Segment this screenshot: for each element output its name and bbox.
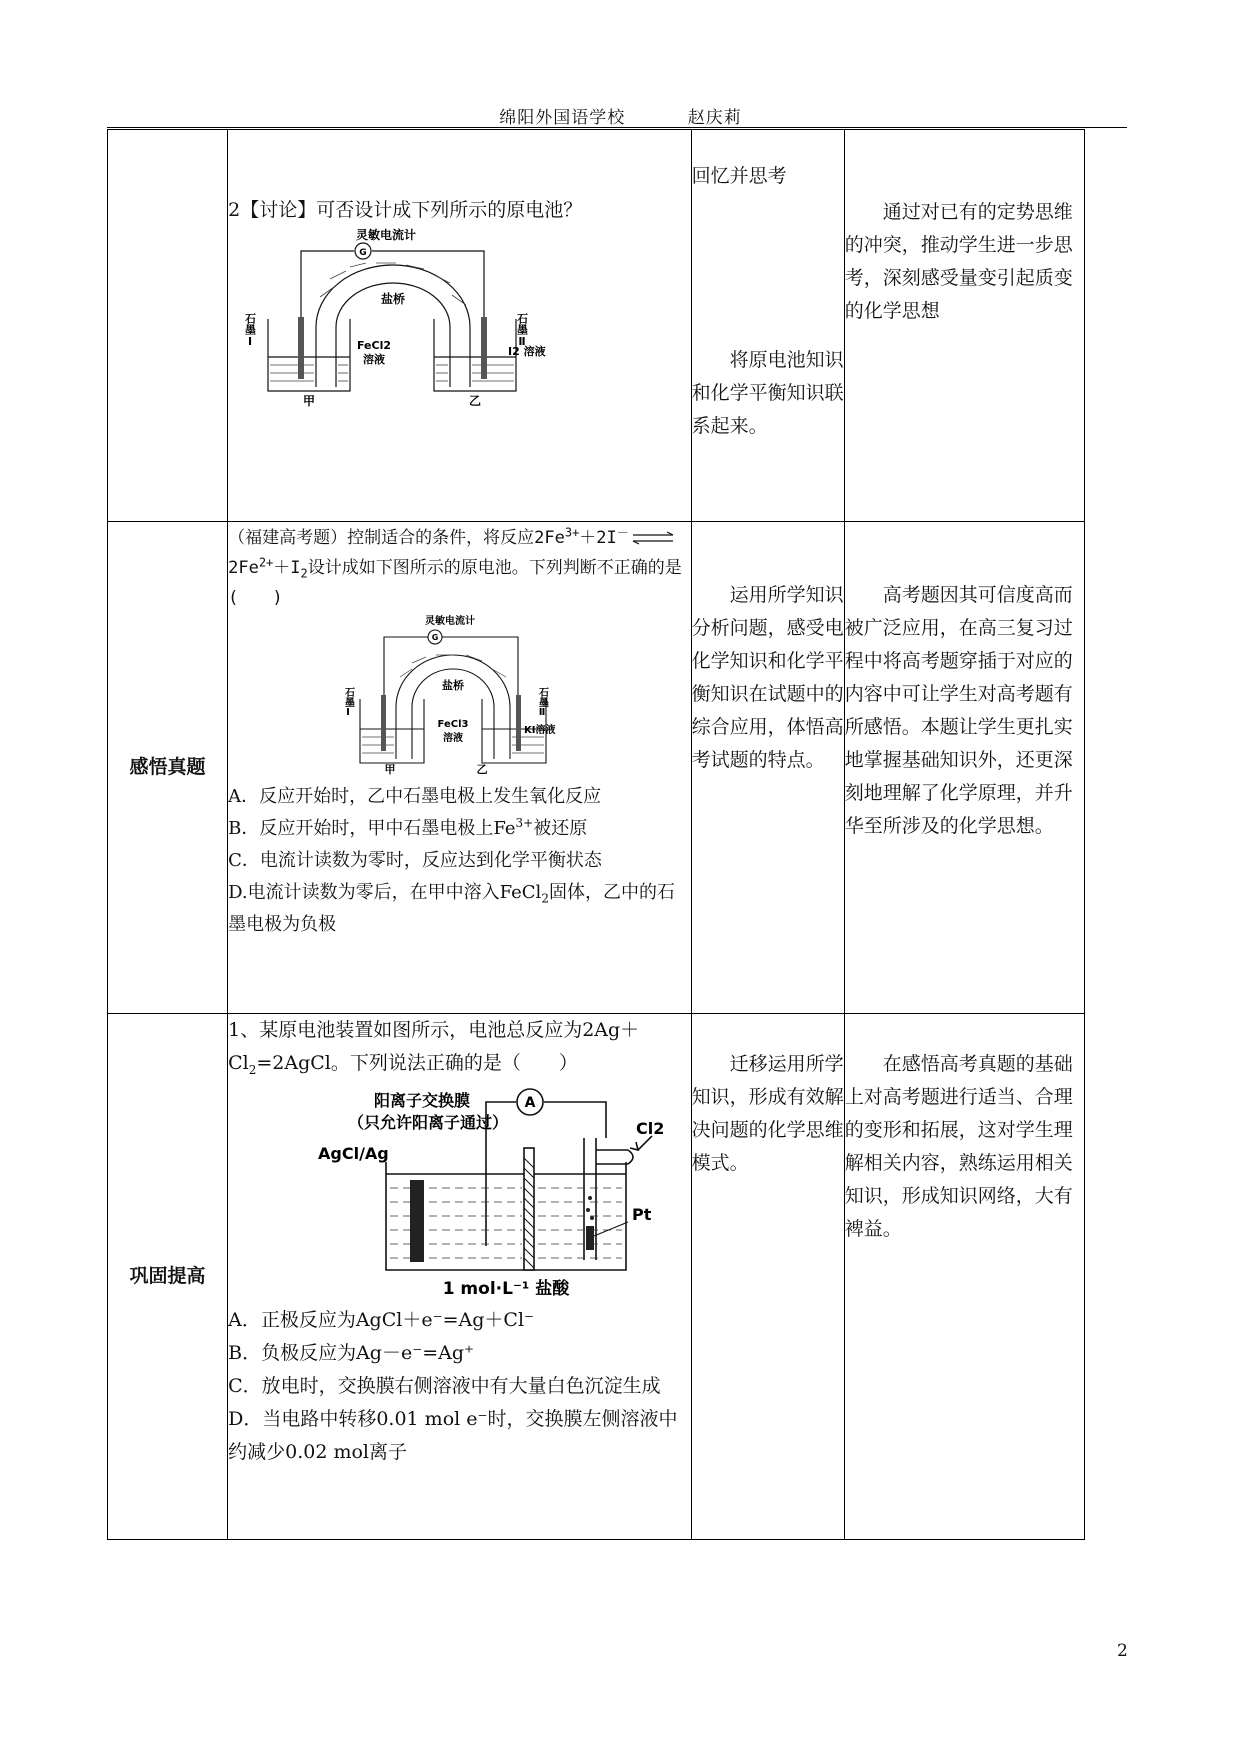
option-c: C．放电时，交换膜右侧溶液中有大量白色沉淀生成 [228,1375,661,1397]
design-intent-cell [844,1014,1084,1540]
row-label: 巩固提高 [108,1014,228,1540]
table-row [108,522,1085,1014]
gas-label: Cl2 [636,1119,665,1138]
galvanometer-symbol: G [359,248,367,258]
left-solution-label: 溶液 [363,353,386,366]
option-list [228,1304,690,1469]
student-activity-cell [691,1014,844,1540]
option-d: D．当电路中转移0.01 mol e⁻时，交换膜左侧溶液中约减少0.02 mol离子 [228,1408,678,1463]
graphite-electrode-right [481,317,487,379]
lesson-table [107,129,1085,1540]
question-text: 1、某原电池装置如图所示，电池总反应为$2Ag+Cl_2=2AgCl$。下列说法正确的是（ ） [228,1019,640,1077]
option-a: A．反应开始时，乙中石墨电极上发生氧化反应 [228,786,602,807]
membrane-note: （只允许阳离子通过） [348,1113,509,1132]
salt-bridge-label: 盐桥 [442,679,465,692]
student-activity-cell [691,130,844,522]
content-cell [228,130,691,522]
right-solution-label: I2 溶液 [508,345,546,358]
ammeter-symbol: A [524,1095,536,1111]
ion-exchange-cell-figure [266,1088,665,1300]
student-activity-cell [691,522,844,1014]
galvanometer-label: 灵敏电流计 [425,616,476,627]
equilibrium-arrow-icon [629,531,677,545]
right-beaker-label: 乙 [469,394,482,408]
right-electrode-label: 石墨Ⅱ [536,687,548,718]
right-beaker-label: 乙 [476,763,488,776]
author-name: 赵庆莉 [687,108,742,128]
page-header [0,103,1241,128]
student-activity-text: 运用所学知识分析问题，感受电化学知识和化学平衡知识在试题中的综合应用，体悟高考试题的特点。 [691,584,844,771]
electrolyte-label: 1 mol·L⁻¹ 盐酸 [442,1279,570,1299]
graphite-electrode-left [381,695,386,751]
right-electrode-label: Pt [632,1205,652,1224]
student-activity-a: 回忆并思考 [691,165,787,187]
school-name: 绵阳外国语学校 [499,108,626,128]
graphite-electrode-right [516,695,521,751]
question-text: 2【讨论】可否设计成下列所示的原电池？ [228,199,583,221]
student-activity-text: 迁移运用所学知识，形成有效解决问题的化学思维模式。 [691,1053,844,1174]
row-label: 感悟真题 [108,522,228,1014]
question-text: （福建高考题）控制适合的条件，将反应$2Fe^{3+}+2I^-2Fe^{2+}+I_2$设计成如下图所示的原电池。下列判断不正确的是 ( ) [228,525,699,608]
galvanometer-symbol: G [431,633,439,642]
left-electrode-label: 石墨Ⅰ [243,313,257,348]
design-intent-cell [844,522,1084,1014]
galvanometer-label: 灵敏电流计 [356,228,417,242]
table-row [108,130,1085,522]
fecl3-ki-cell-figure [342,615,556,776]
right-solution-label: KI溶液 [524,725,556,736]
right-electrode-label: 石墨Ⅱ [515,313,529,348]
option-d: D.电流计读数为零后，在甲中溶入FeCl$_2$固体，乙中的石墨电极为负极 [228,882,675,935]
left-electrode-label: 石墨Ⅰ [342,687,354,718]
option-c: C．电流计读数为零时，反应达到化学平衡状态 [228,850,602,871]
row-label [108,130,228,522]
option-list [228,781,690,941]
content-cell [228,1014,691,1540]
salt-bridge-label: 盐桥 [381,292,406,306]
agcl-ag-electrode [410,1180,424,1262]
design-intent-text: 高考题因其可信度高而被广泛应用，在高三复习过程中将高考题穿插于对应的内容中可让学生对高考题有所感悟。本题让学生更扎实地掌握基础知识外，还更深刻地理解了化学原理，并升华至所涉及的化学思想。 [844,584,1073,837]
left-solution-formula: FeCl3 [437,719,469,730]
design-intent-cell [844,130,1084,522]
option-b: B．负极反应为Ag－e⁻=Ag⁺ [228,1342,475,1364]
graphite-electrode-left [298,317,304,379]
option-b: B．反应开始时，甲中石墨电极上$Fe^{3+}$被还原 [228,816,588,839]
left-solution-label: 溶液 [443,733,464,744]
header-rule [107,127,1127,128]
left-beaker-label: 甲 [303,394,316,408]
salt-bridge-cell-figure [243,227,546,408]
table-row [108,1014,1085,1540]
content-cell [228,522,699,1014]
page-number: 2 [1117,1641,1128,1661]
left-electrode-label: AgCl/Ag [318,1144,389,1163]
student-activity-b: 将原电池知识和化学平衡知识联系起来。 [691,349,844,437]
design-intent-text: 在感悟高考真题的基础上对高考题进行适当、合理的变形和拓展，这对学生理解相关内容，熟练运用相关知识，形成知识网络，大有裨益。 [844,1053,1073,1240]
option-a: A．正极反应为AgCl＋e⁻=Ag＋Cl⁻ [228,1309,535,1331]
pt-electrode [586,1226,594,1250]
left-solution-formula: FeCl2 [357,339,392,352]
membrane-label: 阳离子交换膜 [374,1091,471,1110]
left-beaker-label: 甲 [384,763,396,776]
design-intent-text: 通过对已有的定势思维的冲突，推动学生进一步思考，深刻感受量变引起质变的化学思想 [844,201,1073,322]
